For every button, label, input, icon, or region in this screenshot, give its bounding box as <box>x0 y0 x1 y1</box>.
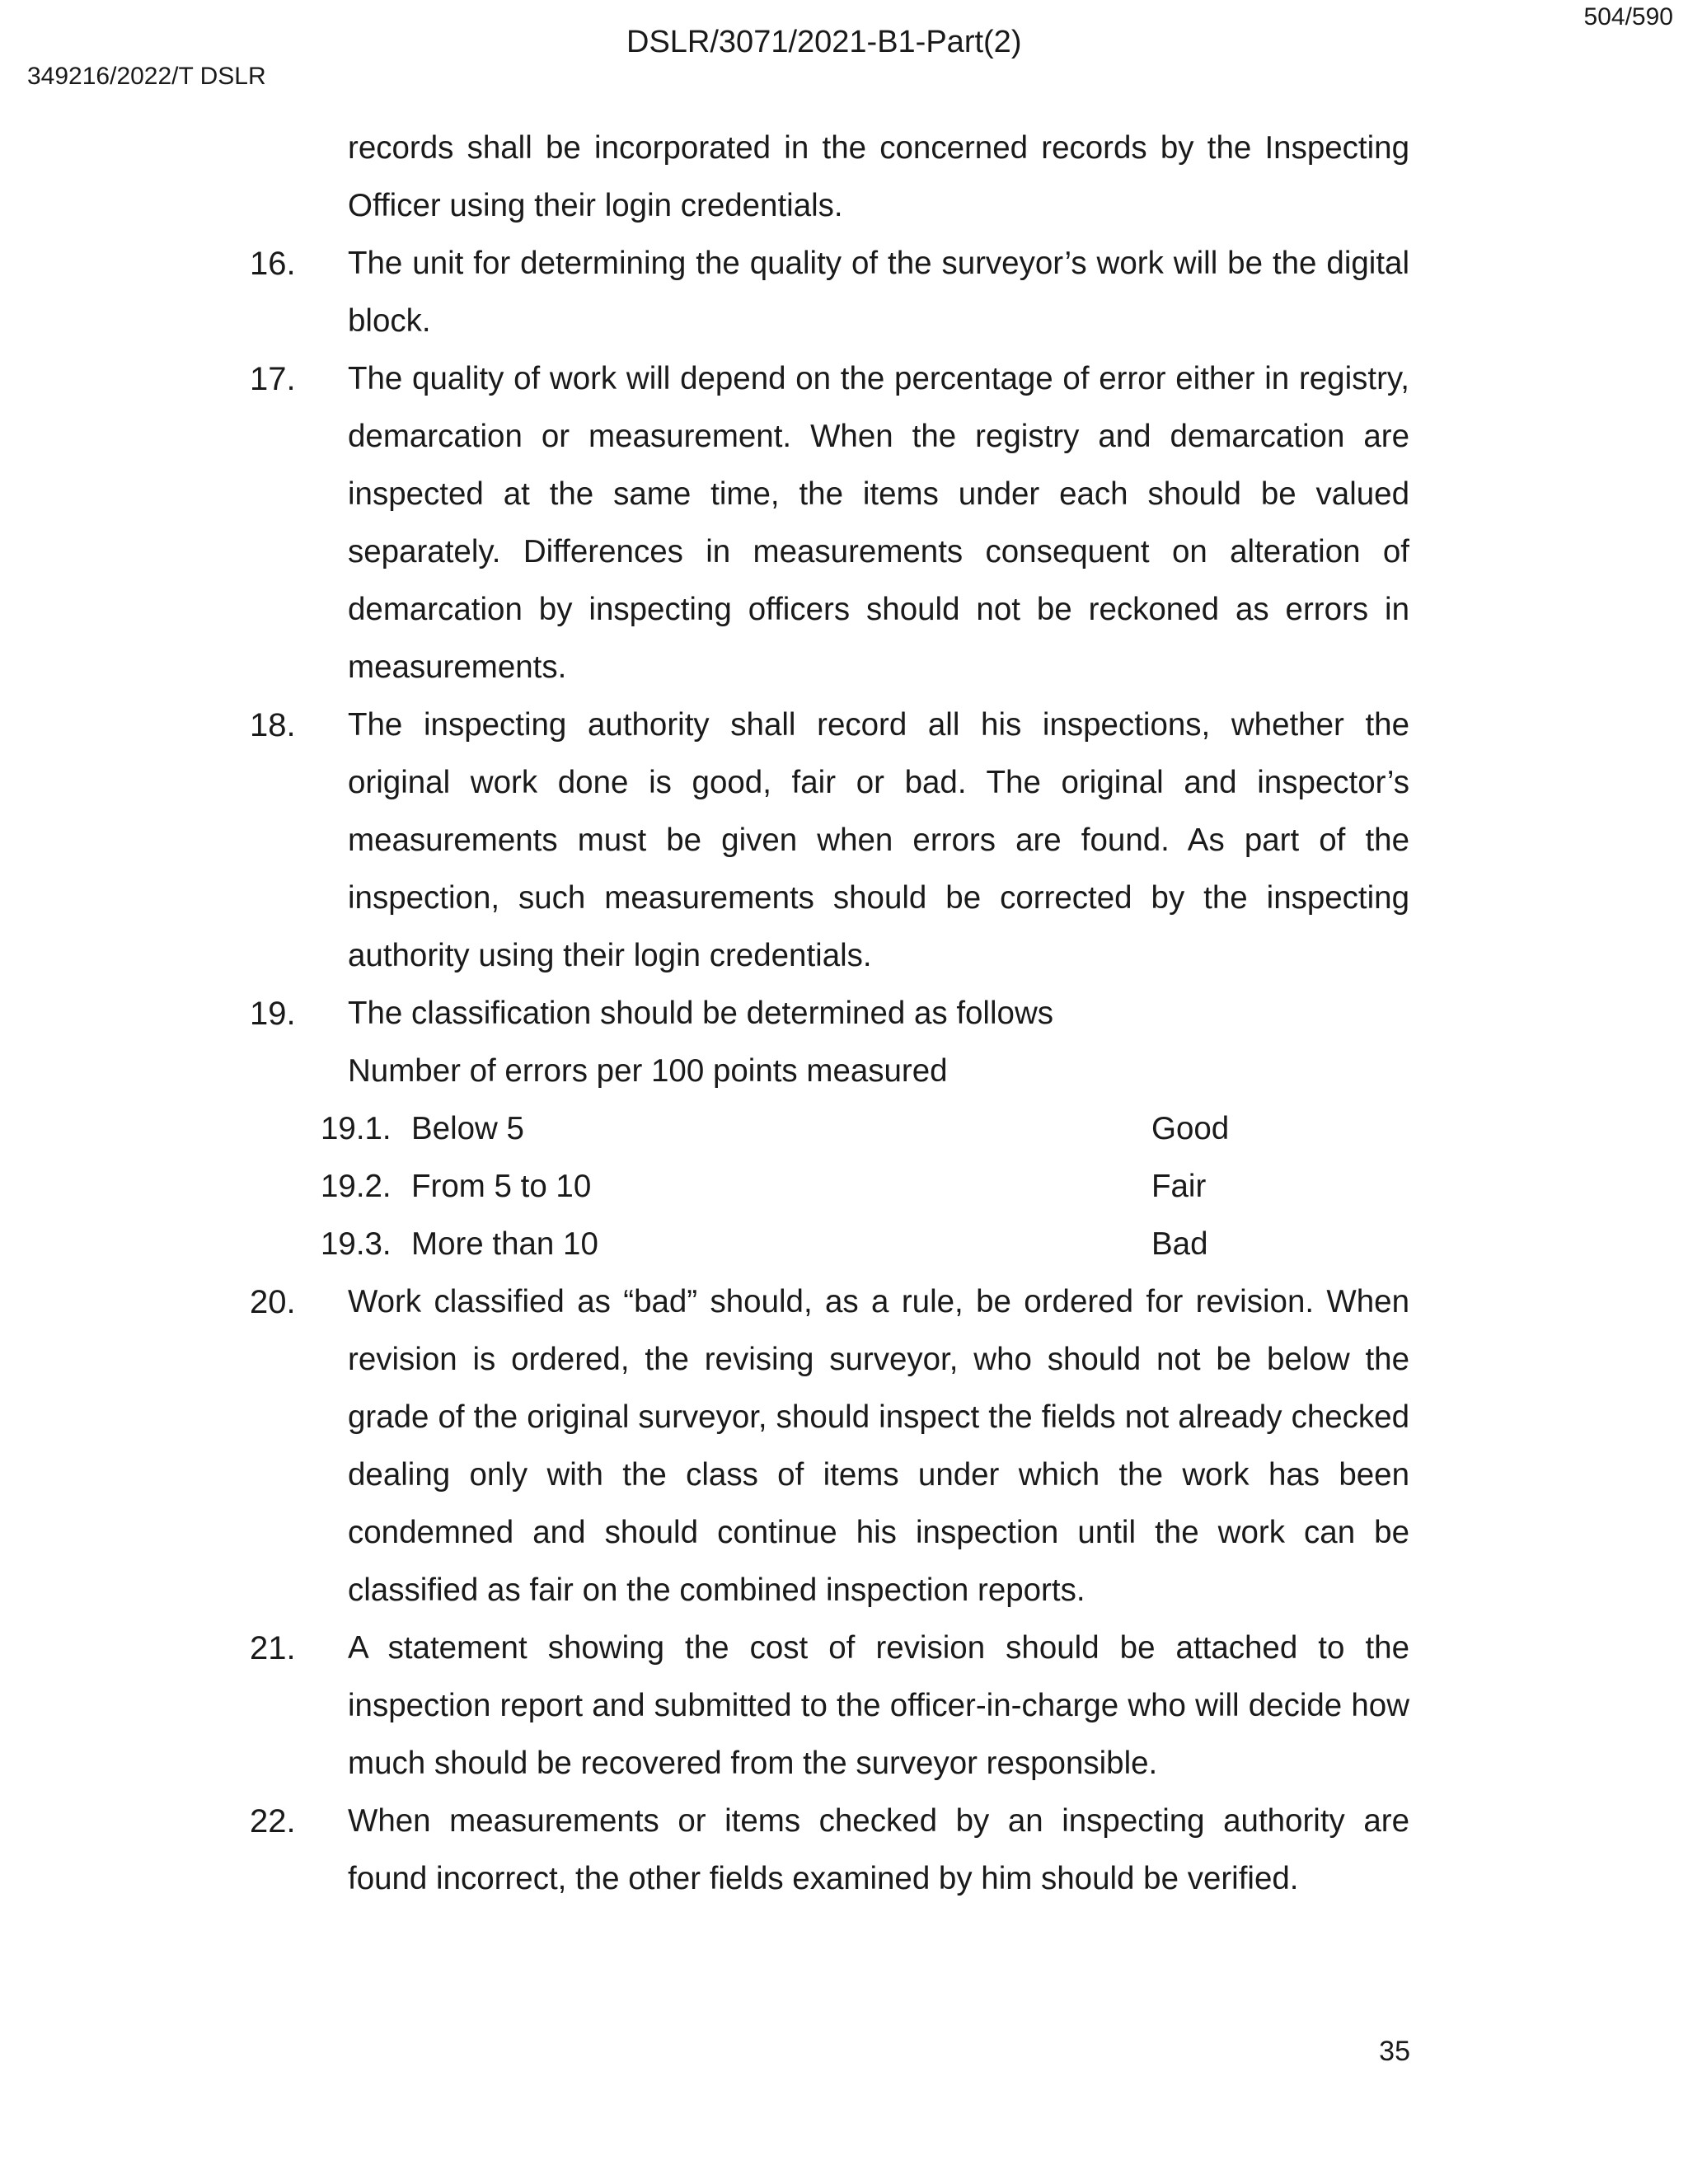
classification-row-good <box>250 1100 1409 1158</box>
error-condition: From 5 to 10 <box>411 1169 592 1204</box>
classification-row-bad <box>250 1216 1409 1273</box>
clause-number: 21. <box>250 1630 296 1666</box>
grade-label: Bad <box>1151 1226 1208 1262</box>
grade-label: Fair <box>1151 1169 1207 1204</box>
clause-text: The unit for determining the quality of the surveyor’s work will be the digital block. <box>348 246 1409 339</box>
clause-text: Work classified as “bad” should, as a rule, be ordered for revision. When revision is ordered, the revising surveyor, who should not be below the grade of the original surveyor, should inspect the fields not already checked dealing only with the class of items under which the work has been condemned and should continue his inspection until the work can be classified as fair on the combined inspection reports. <box>348 1284 1409 1608</box>
error-condition: More than 10 <box>411 1226 598 1262</box>
clause-number: 17. <box>250 361 296 397</box>
sub-clause-number: 19.3. <box>321 1226 392 1262</box>
grade-label: Good <box>1151 1111 1230 1146</box>
clause-22 <box>250 1793 1409 1908</box>
clause-text: When measurements or items checked by an inspecting authority are found incorrect, the other fields examined by him should be verified. <box>348 1803 1409 1896</box>
clause-16 <box>250 235 1409 350</box>
clause-text: The quality of work will depend on the percentage of error either in registry, demarcation or measurement. When the registry and demarcation are inspected at the same time, the items under each should be valued separately. Differences in measurements consequent on alteration of demarcation by inspecting officers should not be reckoned as errors in measurements. <box>348 361 1409 685</box>
clause-17 <box>250 350 1409 696</box>
document-reference: DSLR/3071/2021-B1-Part(2) <box>626 25 1022 59</box>
clause-number: 18. <box>250 707 296 743</box>
sub-clause-number: 19.1. <box>321 1111 392 1146</box>
classification-heading: Number of errors per 100 points measured <box>348 1053 948 1089</box>
document-body <box>250 120 1409 1908</box>
sub-clause-number: 19.2. <box>321 1169 392 1204</box>
page-number: 35 <box>1379 2036 1410 2067</box>
error-condition: Below 5 <box>411 1111 524 1146</box>
clause-text: A statement showing the cost of revision should be attached to the inspection report and submitted to the officer-in-charge who will decide how much should be recovered from the surveyor responsible. <box>348 1630 1409 1781</box>
clause-number: 20. <box>250 1284 296 1320</box>
clause-18 <box>250 696 1409 985</box>
file-reference: 349216/2022/T DSLR <box>27 63 266 90</box>
clause-text: The inspecting authority shall record all his inspections, whether the original work done is good, fair or bad. The original and inspector’s measurements must be given when errors are found. As part of the inspection, such measurements should be corrected by the inspecting authority using their login credentials. <box>348 707 1409 973</box>
continuation-paragraph: records shall be incorporated in the concerned records by the Inspecting Officer using their login credentials. <box>348 130 1409 223</box>
clause-19 <box>250 985 1409 1043</box>
clause-text: The classification should be determined as follows <box>348 996 1054 1031</box>
classification-row-fair <box>250 1158 1409 1216</box>
clause-number: 16. <box>250 246 296 282</box>
page-counter: 504/590 <box>1583 3 1673 30</box>
clause-20 <box>250 1273 1409 1619</box>
clause-number: 19. <box>250 996 296 1032</box>
clause-21 <box>250 1619 1409 1793</box>
clause-number: 22. <box>250 1803 296 1840</box>
